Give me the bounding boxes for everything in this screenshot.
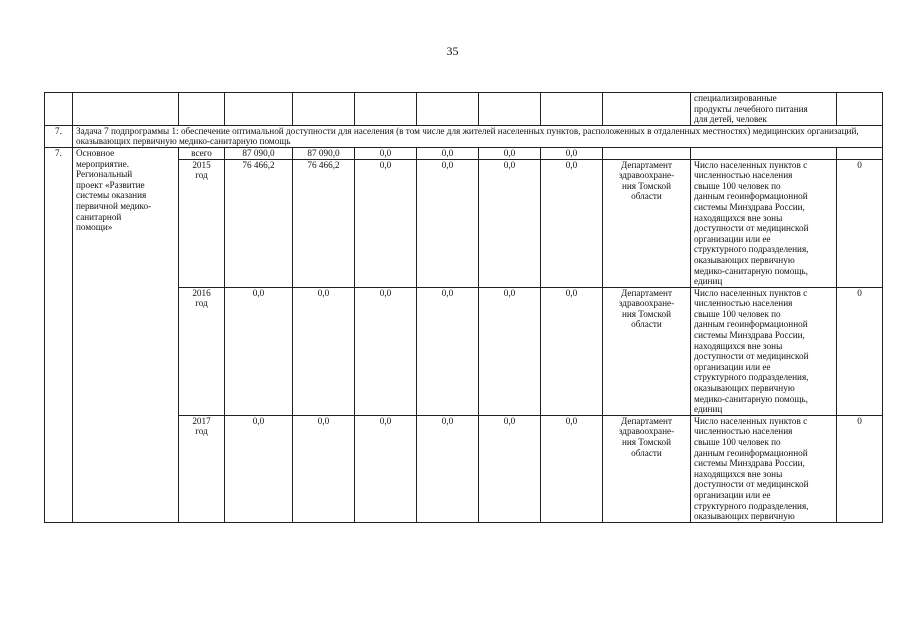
indicator-cell-line: доступности от медицинской [694,351,809,362]
amount-cell: 76 466,2 [293,159,355,287]
indicator-cell-line: доступности от медицинской [694,479,809,490]
amount-cell: 0,0 [417,147,479,159]
table-row-task [45,125,883,147]
table-row-total [45,147,883,159]
amount-cell: 0,0 [417,287,479,415]
amount-cell: 0,0 [417,415,479,522]
indicator-cell-line: оказывающих первичную [694,254,795,265]
indicator-cell-line: структурного подразделения, [694,372,809,383]
indicator-cell-line: свыше 100 человек по [694,308,781,319]
amount-cell: 0,0 [355,159,417,287]
event-name-line: первичной медико- [76,200,152,211]
indicator-line: для детей, человек [694,114,767,125]
amount-cell: 0,0 [355,147,417,159]
indicator-cell-line: численностью населения [694,170,793,181]
page-number: 35 [446,44,459,58]
period-cell-line: год [195,298,208,309]
cell-empty [603,147,691,159]
event-name-line: Основное [76,147,115,158]
indicator-cell-line: медико-санитарную помощь, [694,393,808,404]
cell-empty [417,93,479,126]
table-row-continuation [45,93,883,126]
indicator-cell-line: данным геоинформационной [694,191,808,202]
executor-cell-line: ния Томской [621,180,672,191]
indicator-value-cell: 0 [837,159,883,287]
indicator-cell [691,93,837,126]
executor-cell-line: области [631,191,662,202]
executor-cell-line: здравоохране- [618,426,675,437]
period-cell: всего [179,147,225,159]
indicator-line: специализированные [694,93,777,103]
cell-empty [541,93,603,126]
amount-cell: 0,0 [541,287,603,415]
indicator-line: продукты лечебного питания [694,103,808,114]
indicator-cell-line: Число населенных пунктов с [694,159,808,170]
indicator-cell-line: структурного подразделения, [694,500,809,511]
executor-cell [603,415,691,522]
cell-empty [179,93,225,126]
indicator-cell-line: организации или ее [694,361,771,372]
period-cell-line: 2016 [192,287,211,298]
cell-empty [225,93,293,126]
indicator-cell [691,415,837,522]
amount-cell: 0,0 [541,159,603,287]
cell-empty [837,147,883,159]
amount-cell: 0,0 [541,415,603,522]
event-name-line: системы оказания [76,190,147,201]
event-name-line: мероприятие. [76,158,130,169]
event-name-line: помощи» [76,222,113,233]
executor-cell [603,159,691,287]
amount-cell: 0,0 [225,287,293,415]
event-number: 7. [45,147,73,522]
executor-cell-line: здравоохране- [618,170,675,181]
executor-cell-line: Департамент [621,415,672,426]
indicator-cell-line: свыше 100 человек по [694,180,781,191]
cell-empty [479,93,541,126]
amount-cell: 0,0 [293,415,355,522]
amount-cell: 0,0 [225,415,293,522]
executor-cell [603,287,691,415]
amount-cell: 87 090,0 [293,147,355,159]
event-name-line: Региональный [76,169,133,180]
amount-cell: 0,0 [355,415,417,522]
indicator-cell-line: находящихся вне зоны [694,468,783,479]
table-body [45,93,883,523]
amount-cell: 0,0 [355,287,417,415]
indicator-cell-line: структурного подразделения, [694,244,809,255]
indicator-cell-line: доступности от медицинской [694,223,809,234]
executor-cell-line: Департамент [621,287,672,298]
executor-cell-line: области [631,319,662,330]
indicator-cell-line: оказывающих первичную [694,511,795,522]
cell-empty [837,93,883,126]
indicator-cell-line: находящихся вне зоны [694,340,783,351]
indicator-cell-line: находящихся вне зоны [694,212,783,223]
period-cell [179,159,225,287]
cell-empty [603,93,691,126]
indicator-cell-line: системы Минздрава России, [694,458,805,469]
amount-cell: 0,0 [479,415,541,522]
indicator-value-cell: 0 [837,415,883,522]
event-name-line: проект «Развитие [76,179,145,190]
event-name [73,147,179,522]
indicator-cell [691,287,837,415]
amount-cell: 0,0 [479,287,541,415]
period-cell-line: год [195,170,208,181]
executor-cell-line: области [631,447,662,458]
event-name-line: санитарной [76,211,122,222]
period-cell-line: год [195,426,208,437]
indicator-cell-line: оказывающих первичную [694,383,795,394]
amount-cell: 87 090,0 [225,147,293,159]
period-cell [179,287,225,415]
task-number: 7. [45,125,73,147]
indicator-value-cell: 0 [837,287,883,415]
indicator-cell-line: Число населенных пунктов с [694,415,808,426]
indicator-cell [691,159,837,287]
indicator-cell-line: данным геоинформационной [694,319,808,330]
amount-cell: 0,0 [541,147,603,159]
amount-cell: 0,0 [293,287,355,415]
amount-cell: 0,0 [479,159,541,287]
cell-empty [691,147,837,159]
period-cell [179,415,225,522]
period-cell-line: 2015 [192,159,211,170]
indicator-cell-line: организации или ее [694,489,771,500]
amount-cell: 0,0 [479,147,541,159]
indicator-cell-line: системы Минздрава России, [694,201,805,212]
indicator-cell-line: единиц [694,404,723,415]
indicator-cell-line: единиц [694,276,723,287]
indicator-cell-line: системы Минздрава России, [694,330,805,341]
amount-cell: 0,0 [417,159,479,287]
indicator-cell-line: свыше 100 человек по [694,437,781,447]
indicator-cell-line: численностью населения [694,298,793,309]
executor-cell-line: ния Томской [621,308,672,319]
indicator-cell-line: Число населенных пунктов с [694,287,808,298]
program-table [44,92,883,523]
period-cell-line: 2017 [192,415,211,426]
cell-empty [355,93,417,126]
executor-cell-line: здравоохране- [618,298,675,309]
amount-cell: 76 466,2 [225,159,293,287]
cell-empty [293,93,355,126]
executor-cell-line: ния Томской [621,437,672,447]
indicator-cell-line: организации или ее [694,233,771,244]
task-description: Задача 7 подпрограммы 1: обеспечение оптимальной доступности для населения (в том числе для жителей населенных пунктов, расположенных в отдаленных местностях) медицинских организаций, оказывающих первичную медико-санитарную помощь [73,125,883,147]
indicator-cell-line: данным геоинформационной [694,447,808,458]
cell-empty [73,93,179,126]
indicator-cell-line: медико-санитарную помощь, [694,265,808,276]
executor-cell-line: Департамент [621,159,672,170]
cell-empty [45,93,73,126]
indicator-cell-line: численностью населения [694,426,793,437]
